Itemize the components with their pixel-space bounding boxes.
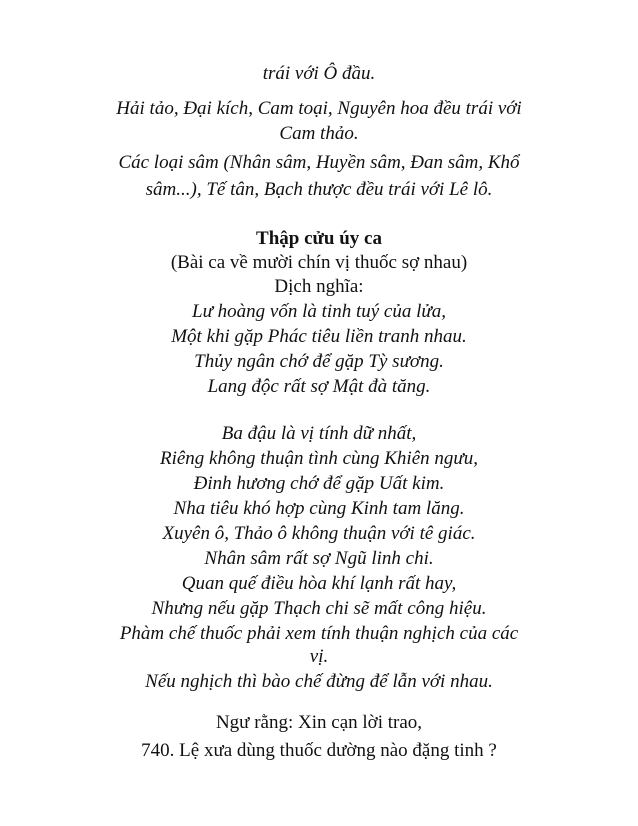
poem-line: Nhân sâm rất sợ Ngũ linh chi. (204, 548, 434, 569)
translation-label: Dịch nghĩa: (274, 276, 364, 297)
text-line: Hải tảo, Đại kích, Cam toại, Nguyên hoa đều trái với (116, 98, 522, 119)
poem-line: Thủy ngân chớ để gặp Tỳ sương. (194, 351, 444, 372)
poem-line: Xuyên ô, Thảo ô không thuận với tê giác. (162, 523, 476, 544)
poem-line: Lang độc rất sợ Mật đà tăng. (207, 376, 431, 397)
poem-line: Nha tiêu khó hợp cùng Kinh tam lăng. (173, 498, 465, 519)
poem-line: Phàm chế thuốc phải xem tính thuận nghịch của các (119, 623, 519, 644)
poem-line: Quan quế điều hòa khí lạnh rất hay, (181, 573, 457, 594)
poem-line: Nếu nghịch thì bào chế đừng để lẫn với nhau. (145, 671, 493, 692)
text-line: sâm...), Tế tân, Bạch thược đều trái với Lê lô. (145, 179, 493, 200)
section-title: Thập cửu úy ca (256, 228, 382, 249)
section-subtitle: (Bài ca về mười chín vị thuốc sợ nhau) (170, 252, 468, 273)
poem-line: vị. (309, 646, 329, 667)
poem-line: Riêng không thuận tình cùng Khiên ngưu, (159, 448, 479, 469)
verse-line: Ngư rằng: Xin cạn lời trao, (215, 712, 423, 733)
poem-line: Ba đậu là vị tính dữ nhất, (221, 423, 417, 444)
poem-line: Lư hoàng vốn là tinh tuý của lửa, (192, 301, 446, 322)
text-line: Các loại sâm (Nhân sâm, Huyền sâm, Đan sâm, Khổ (118, 152, 520, 173)
poem-line: Đinh hương chớ để gặp Uất kim. (193, 473, 445, 494)
poem-line: Nhưng nếu gặp Thạch chi sẽ mất công hiệu. (151, 598, 487, 619)
verse-line: 740. Lệ xưa dùng thuốc dường nào đặng tinh ? (141, 740, 497, 761)
text-line: trái với Ô đầu. (262, 63, 376, 84)
text-line: Cam thảo. (279, 123, 359, 144)
poem-line: Một khi gặp Phác tiêu liền tranh nhau. (171, 326, 467, 347)
